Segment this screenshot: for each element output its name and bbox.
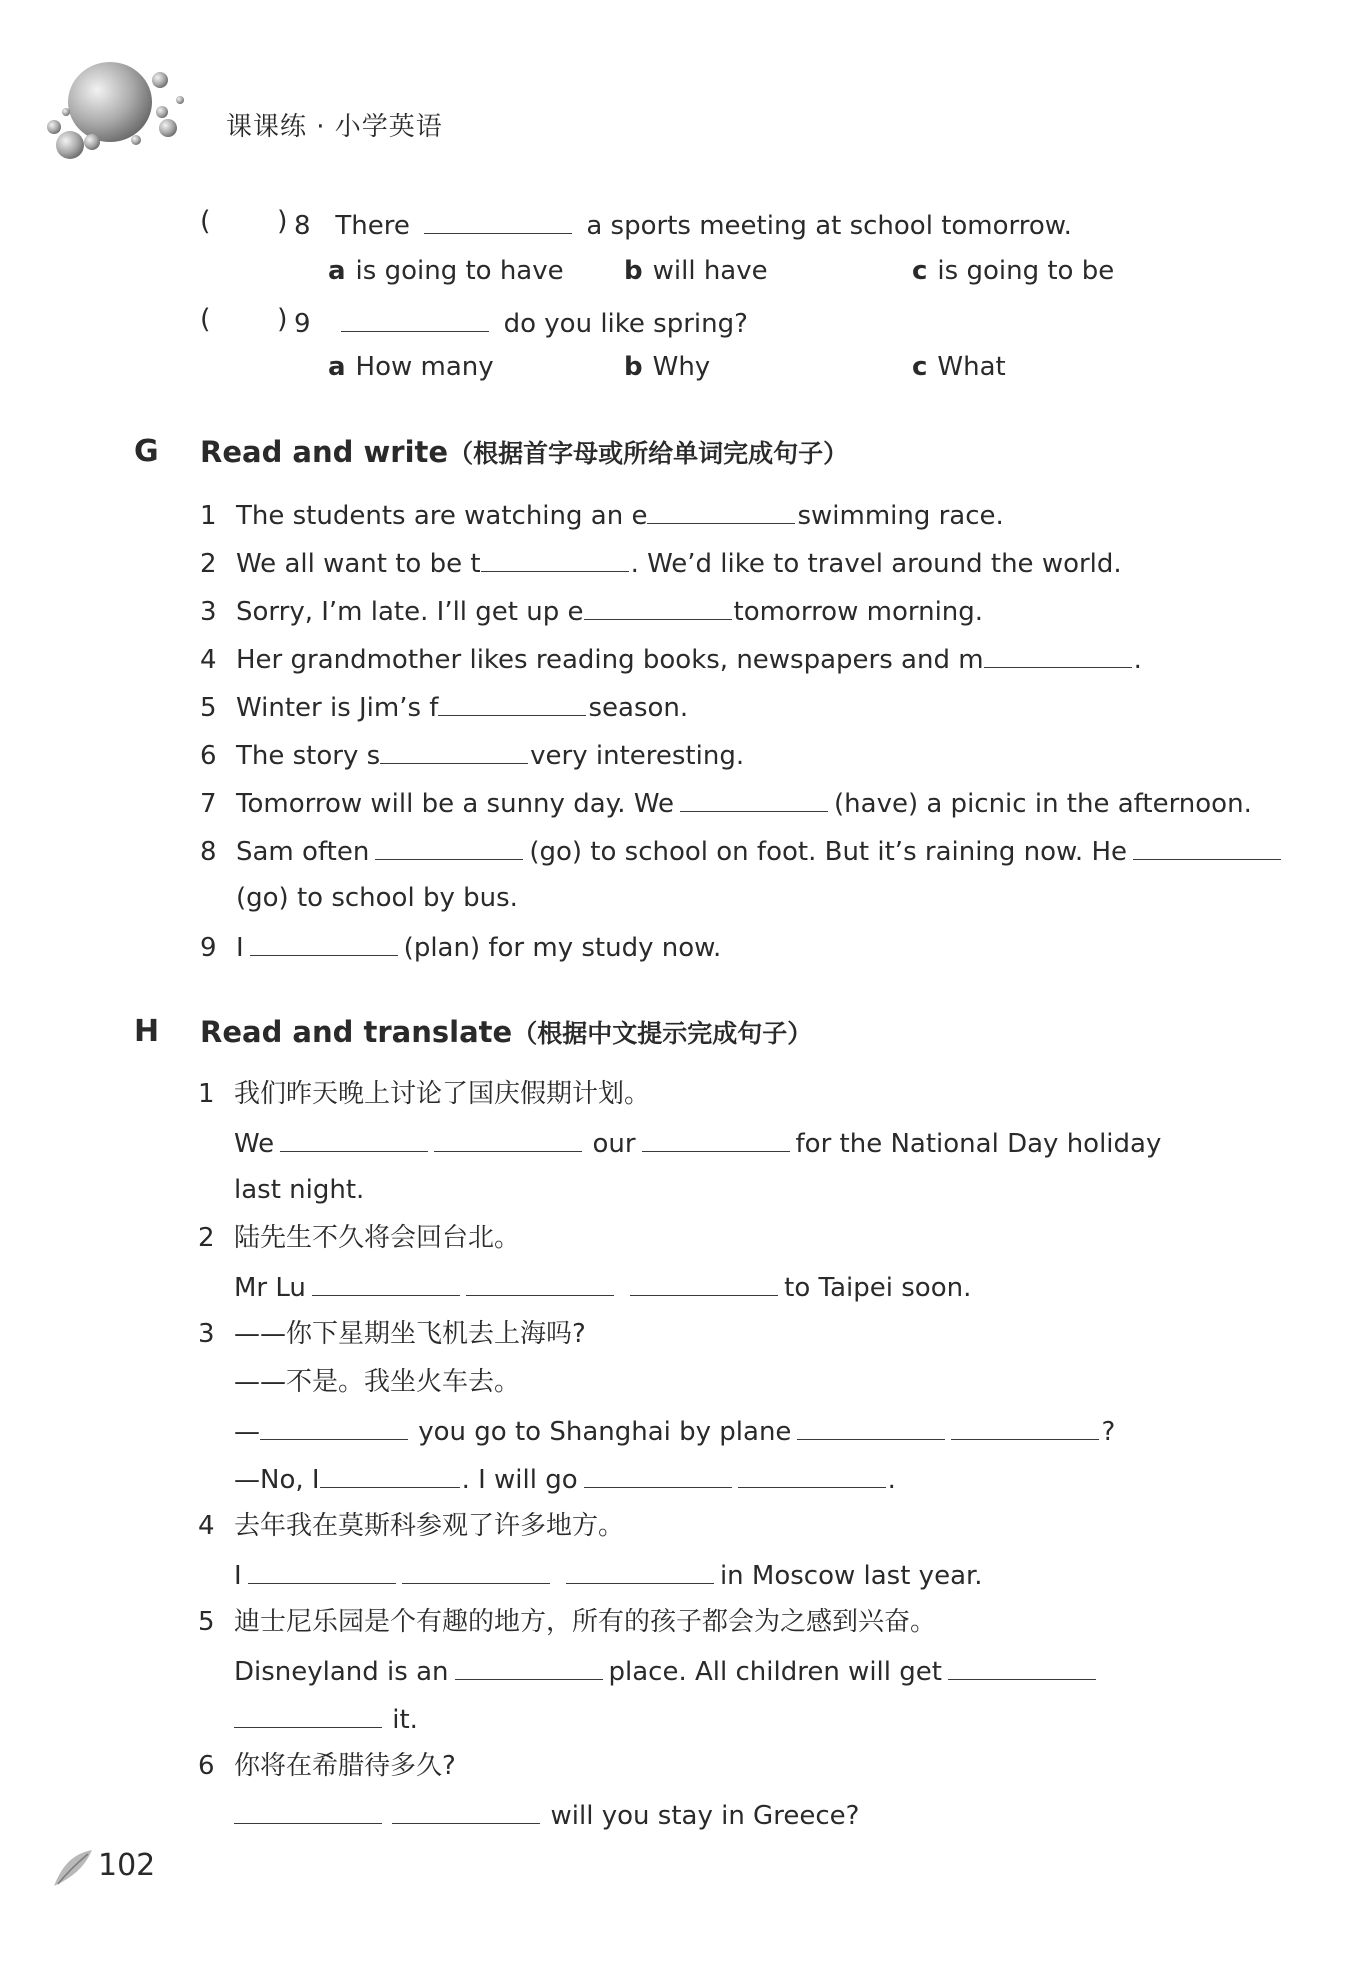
answer-paren-close: ) xyxy=(277,206,288,237)
answer-blank[interactable] xyxy=(647,496,795,524)
answer-blank[interactable] xyxy=(1133,832,1281,860)
answer-blank[interactable] xyxy=(738,1460,886,1488)
answer-blank[interactable] xyxy=(424,206,572,234)
answer-blank[interactable] xyxy=(948,1652,1096,1680)
answer-blank[interactable] xyxy=(380,736,528,764)
h-item-1-en: We our for the National Day holiday xyxy=(234,1124,1161,1162)
section-h-title xyxy=(200,1014,812,1050)
g-item-1: 1 The students are watching an e swimming race. xyxy=(200,496,1004,534)
answer-blank[interactable] xyxy=(984,640,1132,668)
section-title-text: Read and write xyxy=(200,435,449,469)
section-title-text: Read and translate xyxy=(200,1015,513,1049)
answer-blank[interactable] xyxy=(248,1556,396,1584)
question-number: 9 xyxy=(294,309,311,339)
question-9 xyxy=(294,304,748,342)
question-text: There xyxy=(335,211,410,241)
g-item-8-cont: (go) to school by bus. xyxy=(236,883,518,913)
g-item-5: 5 Winter is Jim’s f season. xyxy=(200,688,688,726)
section-instructions: （根据中文提示完成句子） xyxy=(512,1019,813,1048)
h-item-6-cn: 6 你将在希腊待多久? xyxy=(198,1751,456,1781)
g-item-2: 2 We all want to be t . We’d like to travel around the world. xyxy=(200,544,1122,582)
section-g-letter: G xyxy=(134,434,159,469)
answer-blank[interactable] xyxy=(234,1796,382,1824)
option-a: a is going to have xyxy=(328,256,564,286)
answer-blank[interactable] xyxy=(434,1124,582,1152)
section-g-title xyxy=(200,434,848,470)
answer-blank[interactable] xyxy=(312,1268,460,1296)
h-item-4-cn: 4 去年我在莫斯科参观了许多地方。 xyxy=(198,1511,625,1541)
answer-blank[interactable] xyxy=(438,688,586,716)
h-item-2-en: Mr Lu to Taipei soon. xyxy=(234,1268,971,1306)
answer-blank[interactable] xyxy=(375,832,523,860)
answer-blank[interactable] xyxy=(481,544,629,572)
answer-blank[interactable] xyxy=(466,1268,614,1296)
question-8 xyxy=(294,206,1072,244)
answer-paren-open: ( xyxy=(200,206,211,237)
h-item-3-cn2: ——不是。我坐火车去。 xyxy=(234,1367,521,1397)
section-instructions: （根据首字母或所给单词完成句子） xyxy=(448,439,849,468)
answer-blank[interactable] xyxy=(630,1268,778,1296)
h-item-1-cn: 1 我们昨天晚上讨论了国庆假期计划。 xyxy=(198,1079,651,1109)
answer-blank[interactable] xyxy=(951,1412,1099,1440)
option-c: c is going to be xyxy=(912,256,1115,286)
g-item-8: 8 Sam often (go) to school on foot. But it’s raining now. He xyxy=(200,832,1287,870)
question-number: 8 xyxy=(294,211,311,241)
answer-blank[interactable] xyxy=(566,1556,714,1584)
g-item-9: 9 I (plan) for my study now. xyxy=(200,928,721,966)
option-a: a How many xyxy=(328,352,494,382)
option-b: b will have xyxy=(624,256,768,286)
answer-paren-close: ) xyxy=(277,304,288,335)
h-item-2-cn: 2 陆先生不久将会回台北。 xyxy=(198,1223,521,1253)
h-item-5-cn: 5 迪士尼乐园是个有趣的地方，所有的孩子都会为之感到兴奋。 xyxy=(198,1607,937,1637)
answer-blank[interactable] xyxy=(455,1652,603,1680)
g-item-6: 6 The story s very interesting. xyxy=(200,736,744,774)
answer-blank[interactable] xyxy=(797,1412,945,1440)
h-item-5-en-cont: it. xyxy=(234,1700,418,1738)
h-item-6-en: will you stay in Greece? xyxy=(234,1796,859,1834)
answer-blank[interactable] xyxy=(260,1412,408,1440)
answer-blank[interactable] xyxy=(642,1124,790,1152)
leaf-icon xyxy=(52,1846,96,1890)
answer-blank[interactable] xyxy=(280,1124,428,1152)
g-item-3: 3 Sorry, I’m late. I’ll get up e tomorrow morning. xyxy=(200,592,983,630)
option-b: b Why xyxy=(624,352,711,382)
answer-blank[interactable] xyxy=(234,1700,382,1728)
option-c: c What xyxy=(912,352,1006,382)
answer-paren-open: ( xyxy=(200,304,211,335)
h-item-4-en: I in Moscow last year. xyxy=(234,1556,983,1594)
h-item-3-en-q: — you go to Shanghai by plane ? xyxy=(234,1412,1115,1450)
g-item-7: 7 Tomorrow will be a sunny day. We (have) a picnic in the afternoon. xyxy=(200,784,1252,822)
h-item-3-en-a: —No, I . I will go . xyxy=(234,1460,896,1498)
h-item-1-en-cont: last night. xyxy=(234,1175,365,1205)
header-title: 课课练 · 小学英语 xyxy=(226,112,443,142)
page-number: 102 xyxy=(98,1848,156,1883)
g-item-4: 4 Her grandmother likes reading books, newspapers and m . xyxy=(200,640,1142,678)
bubbles-logo xyxy=(40,50,200,180)
answer-blank[interactable] xyxy=(392,1796,540,1824)
answer-blank[interactable] xyxy=(341,304,489,332)
answer-blank[interactable] xyxy=(250,928,398,956)
answer-blank[interactable] xyxy=(680,784,828,812)
h-item-5-en: Disneyland is an place. All children will get xyxy=(234,1652,1102,1690)
question-text: do you like spring? xyxy=(503,309,748,339)
h-item-3-cn: 3 ——你下星期坐飞机去上海吗? xyxy=(198,1319,586,1349)
answer-blank[interactable] xyxy=(320,1460,460,1488)
question-text: a sports meeting at school tomorrow. xyxy=(586,211,1072,241)
answer-blank[interactable] xyxy=(584,1460,732,1488)
answer-blank[interactable] xyxy=(584,592,732,620)
section-h-letter: H xyxy=(134,1014,160,1049)
answer-blank[interactable] xyxy=(402,1556,550,1584)
